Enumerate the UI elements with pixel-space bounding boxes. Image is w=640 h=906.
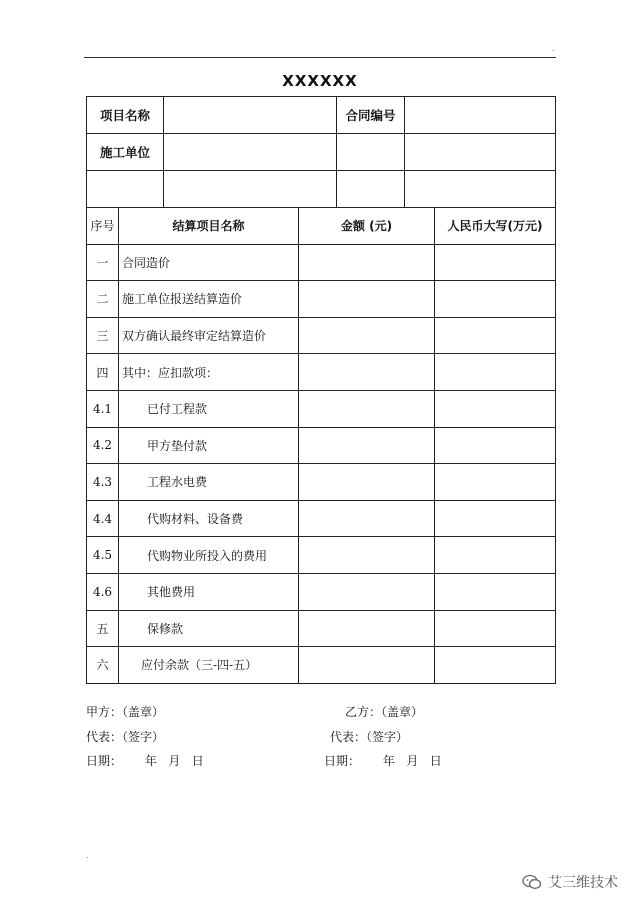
blank-info-row	[87, 171, 556, 208]
row-seq: 三	[87, 317, 119, 354]
row-amount-cell[interactable]	[299, 427, 435, 464]
project-name-row	[87, 97, 556, 134]
row-item-name: 应付余款（三-四-五）	[119, 647, 299, 684]
contractor-label: 施工单位	[87, 134, 164, 171]
row-amount-cell[interactable]	[299, 390, 435, 427]
row-item-name: 保修款	[119, 610, 299, 647]
party-a-seal: 甲方：（盖章）	[86, 705, 165, 719]
blank-cell[interactable]	[337, 134, 405, 171]
row-uppercase-amount-cell[interactable]	[435, 281, 556, 318]
settlement-row	[87, 500, 556, 537]
wechat-logo-icon	[522, 874, 542, 890]
row-seq: 一	[87, 244, 119, 281]
row-seq: 六	[87, 647, 119, 684]
document-title: XXXXXX	[282, 72, 358, 90]
row-seq: 四	[87, 354, 119, 391]
watermark-text: 艾三维技术	[548, 875, 618, 891]
settlement-row	[87, 573, 556, 610]
party-a-date: 日期： 年 月 日	[86, 754, 204, 768]
amount-column-header: 金额 (元)	[299, 208, 435, 245]
row-seq: 五	[87, 610, 119, 647]
row-uppercase-amount-cell[interactable]	[435, 537, 556, 574]
row-item-name: 合同造价	[119, 244, 299, 281]
row-uppercase-amount-cell[interactable]	[435, 427, 556, 464]
row-amount-cell[interactable]	[299, 610, 435, 647]
settlement-row	[87, 610, 556, 647]
row-uppercase-amount-cell[interactable]	[435, 647, 556, 684]
blank-cell[interactable]	[405, 171, 556, 208]
row-uppercase-amount-cell[interactable]	[435, 464, 556, 501]
project-name-label: 项目名称	[87, 97, 164, 134]
row-amount-cell[interactable]	[299, 573, 435, 610]
row-item-name: 其他费用	[119, 573, 299, 610]
contractor-field[interactable]	[164, 134, 337, 171]
contract-no-field[interactable]	[405, 97, 556, 134]
row-item-name: 工程水电费	[119, 464, 299, 501]
settlement-row	[87, 390, 556, 427]
project-info-table	[86, 96, 556, 208]
row-amount-cell[interactable]	[299, 281, 435, 318]
row-item-name: 代购物业所投入的费用	[119, 537, 299, 574]
settlement-row	[87, 354, 556, 391]
settlement-row	[87, 427, 556, 464]
row-uppercase-amount-cell[interactable]	[435, 244, 556, 281]
settlement-row	[87, 537, 556, 574]
row-uppercase-amount-cell[interactable]	[435, 354, 556, 391]
settlement-row	[87, 281, 556, 318]
row-uppercase-amount-cell[interactable]	[435, 390, 556, 427]
seq-column-header: 序号	[87, 208, 119, 245]
blank-cell[interactable]	[337, 171, 405, 208]
party-b-seal: 乙方：（盖章）	[345, 705, 424, 719]
row-seq: 4.3	[87, 464, 119, 501]
uppercase-column-header: 人民币大写(万元)	[435, 208, 556, 245]
row-uppercase-amount-cell[interactable]	[435, 500, 556, 537]
row-seq: 4.1	[87, 390, 119, 427]
settlement-row	[87, 317, 556, 354]
row-item-name: 代购材料、设备费	[119, 500, 299, 537]
row-amount-cell[interactable]	[299, 354, 435, 391]
row-amount-cell[interactable]	[299, 647, 435, 684]
party-b-date: 日期： 年 月 日	[324, 754, 442, 768]
row-amount-cell[interactable]	[299, 464, 435, 501]
row-item-name: 其中：应扣款项：	[119, 354, 299, 391]
row-uppercase-amount-cell[interactable]	[435, 317, 556, 354]
blank-cell[interactable]	[87, 171, 164, 208]
row-seq: 4.2	[87, 427, 119, 464]
contract-no-label: 合同编号	[337, 97, 405, 134]
row-item-name: 施工单位报送结算造价	[119, 281, 299, 318]
corner-mark-bottom: .	[86, 851, 89, 860]
row-seq: 4.5	[87, 537, 119, 574]
watermark	[522, 872, 618, 892]
row-seq: 二	[87, 281, 119, 318]
row-seq: 4.4	[87, 500, 119, 537]
party-b-representative: 代表：（签字）	[330, 730, 409, 744]
contractor-row	[87, 134, 556, 171]
row-uppercase-amount-cell[interactable]	[435, 573, 556, 610]
row-amount-cell[interactable]	[299, 317, 435, 354]
settlement-row	[87, 464, 556, 501]
settlement-row	[87, 244, 556, 281]
row-amount-cell[interactable]	[299, 500, 435, 537]
blank-cell[interactable]	[164, 171, 337, 208]
row-item-name: 已付工程款	[119, 390, 299, 427]
row-item-name: 双方确认最终审定结算造价	[119, 317, 299, 354]
project-name-field[interactable]	[164, 97, 337, 134]
corner-mark-top: .	[552, 44, 555, 53]
row-amount-cell[interactable]	[299, 244, 435, 281]
row-uppercase-amount-cell[interactable]	[435, 610, 556, 647]
party-a-representative: 代表：（签字）	[86, 730, 165, 744]
blank-cell[interactable]	[405, 134, 556, 171]
row-seq: 4.6	[87, 573, 119, 610]
settlement-table	[86, 207, 556, 684]
settlement-row	[87, 647, 556, 684]
item-column-header: 结算项目名称	[119, 208, 299, 245]
row-amount-cell[interactable]	[299, 537, 435, 574]
header-rule	[84, 57, 556, 58]
row-item-name: 甲方垫付款	[119, 427, 299, 464]
settlement-header-row	[87, 208, 556, 245]
